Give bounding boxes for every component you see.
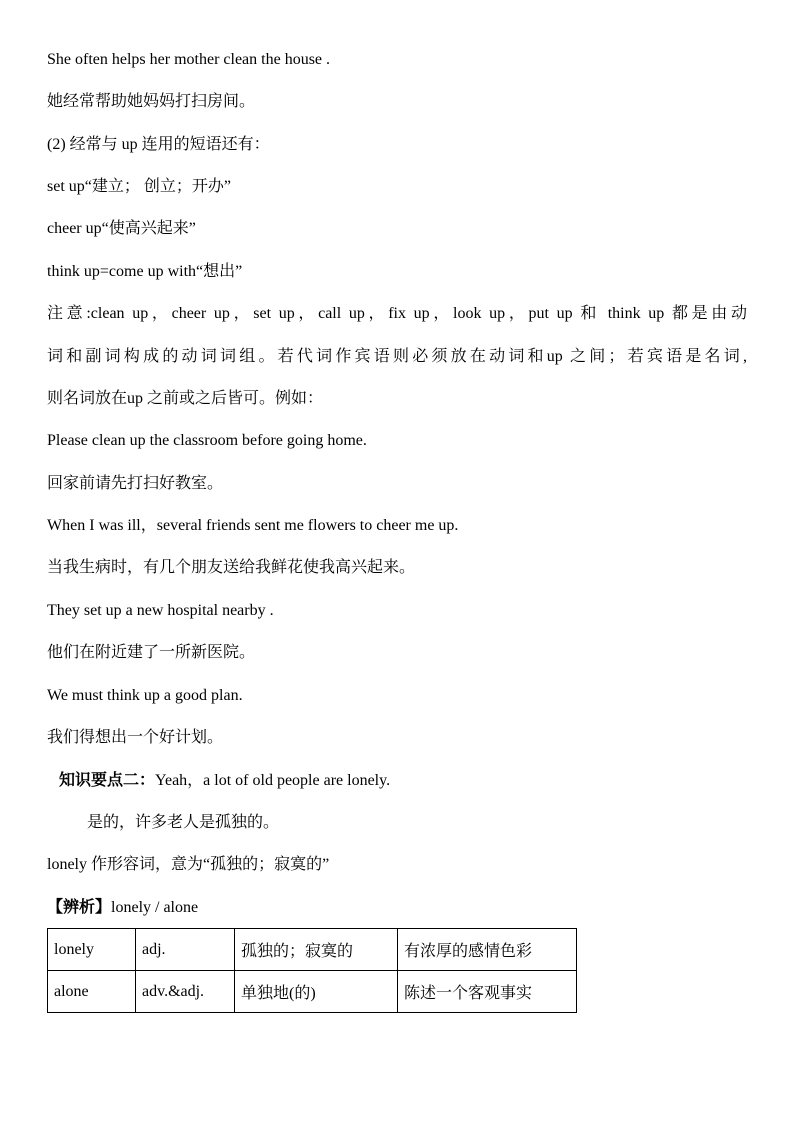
example-sentence-zh: 回家前请先打扫好教室。 [47,475,224,492]
example-sentence-zh: 他们在附近建了一所新医院。 [47,644,256,661]
note-paragraph-line-2: 词和副词构成的动词词组。若代词作宾语则必须放在动词和up 之间；若宾语是名词, [47,348,747,365]
phrase-think-up: think up=come up with“想出” [47,263,243,280]
comparison-heading-label: 【辨析】 [47,899,112,916]
example-sentence-zh: 我们得想出一个好计划。 [47,729,224,746]
table-cell: alone [48,971,136,1013]
table-cell: 单独地(的) [235,971,398,1013]
table-row [48,929,577,971]
example-sentence-zh: 她经常帮助她妈妈打扫房间。 [47,93,256,110]
phrase-cheer-up: cheer up“使高兴起来” [47,220,196,237]
table-cell: 孤独的；寂寞的 [235,929,398,971]
table-cell: 有浓厚的感情色彩 [398,929,577,971]
section-heading: (2) 经常与 up 连用的短语还有： [47,136,270,153]
phrase-set-up: set up“建立； 创立；开办” [47,178,231,195]
comparison-heading-text: lonely / alone [111,899,199,916]
table-cell: adj. [136,929,235,971]
example-sentence-en: They set up a new hospital nearby . [47,602,274,619]
lonely-note: lonely 作形容词，意为“孤独的；寂寞的” [47,856,330,873]
example-sentence-en: When I was ill，several friends sent me flowers to cheer me up. [47,517,459,534]
example-sentence-en: She often helps her mother clean the house . [47,51,331,68]
key-point-translation: 是的，许多老人是孤独的。 [87,814,280,831]
table-cell: 陈述一个客观事实 [398,971,577,1013]
key-point-sentence: Yeah，a lot of old people are lonely. [155,772,391,789]
example-sentence-en: Please clean up the classroom before going home. [47,432,367,449]
table-cell: adv.&adj. [136,971,235,1013]
table-cell: lonely [48,929,136,971]
note-paragraph-line-3: 则名词放在up 之前或之后皆可。例如： [47,390,324,407]
table-row [48,971,577,1013]
comparison-table [47,928,577,1013]
comparison-heading [47,898,198,918]
example-sentence-en: We must think up a good plan. [47,687,243,704]
example-sentence-zh: 当我生病时，有几个朋友送给我鲜花使我高兴起来。 [47,559,416,576]
key-point-label: 知识要点二： [59,772,156,789]
note-paragraph-line-1: 注意:clean up，cheer up，set up，call up，fix up，look up，put up 和 think up 都是由动 [47,305,747,322]
key-point-heading [59,771,390,791]
